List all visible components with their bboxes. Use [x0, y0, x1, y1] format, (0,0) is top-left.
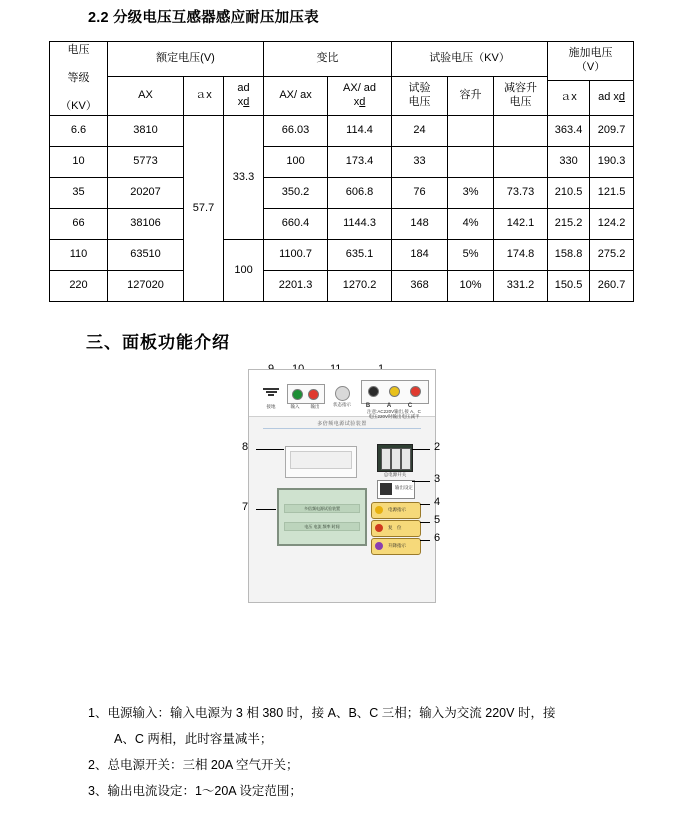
leader-8: [256, 449, 284, 450]
cell-ratio-adxd: 606.8: [328, 178, 392, 209]
reset-button[interactable]: [371, 520, 421, 537]
cell-ax: 127020: [108, 271, 184, 302]
phase-B-label: B: [365, 403, 371, 410]
reset-label: 复 位: [388, 525, 402, 531]
cell-level: 35: [50, 178, 108, 209]
device-panel-diagram: [0, 363, 678, 608]
breaker-switch-1[interactable]: [381, 448, 391, 470]
header-ratio: 变比: [264, 42, 392, 77]
cell-apply-ax: 215.2: [548, 209, 590, 240]
cell-ratio-adxd: 1270.2: [328, 271, 392, 302]
lcd-line-2: 电压 电流 频率 时间: [284, 522, 360, 531]
voltage-table: [49, 41, 634, 302]
phase-C-label: C: [407, 403, 413, 410]
header-rated-voltage: 额定电压(V): [108, 42, 264, 77]
warning-text: 注意:AC220V输出,接 A、C 电压220V时输出电压减半: [367, 409, 421, 420]
input-terminal-left[interactable]: [292, 389, 303, 400]
cell-ratio-ax: 100: [264, 147, 328, 178]
section-2-title: 2.2 分级电压互感器感应耐压加压表: [88, 10, 319, 26]
cell-rise: 4%: [448, 209, 494, 240]
reset-led: [375, 524, 383, 532]
subheader-AX-adxd: AX/ ad xd: [328, 77, 392, 116]
cell-apply-ax: 210.5: [548, 178, 590, 209]
leader-7: [256, 509, 276, 510]
subheader-test-voltage: 试验 电压: [392, 77, 448, 116]
cell-rise: 5%: [448, 240, 494, 271]
cell-test-v: 148: [392, 209, 448, 240]
cell-ax: 3810: [108, 116, 184, 147]
cell-reduce: 73.73: [494, 178, 548, 209]
phase-A-label: A: [386, 403, 392, 410]
cell-ax: 38106: [108, 209, 184, 240]
callout-5: 5: [434, 514, 441, 527]
ramp-led: [375, 542, 383, 550]
cell-apply-ax: 150.5: [548, 271, 590, 302]
meter-screen: [290, 451, 352, 469]
cell-ratio-ax: 350.2: [264, 178, 328, 209]
cell-reduce: 142.1: [494, 209, 548, 240]
callout-2: 2: [434, 441, 441, 454]
subheader-AX: AX: [108, 77, 184, 116]
subheader-ax: ａx: [184, 77, 224, 116]
table-row: [50, 209, 634, 240]
cell-level: 6.6: [50, 116, 108, 147]
callout-8: 8: [242, 441, 249, 454]
cell-reduce: [494, 116, 548, 147]
input-terminal-right[interactable]: [308, 389, 319, 400]
ground-terminal-icon: [263, 388, 279, 402]
output-label: 输出: [310, 404, 320, 410]
section-3-title: 三、面板功能介绍: [86, 333, 230, 353]
cell-rise: 3%: [448, 178, 494, 209]
ground-label: 接地: [266, 404, 276, 410]
header-voltage-level: 电压 等级 （KV）: [50, 42, 108, 116]
output-terminal-box[interactable]: [361, 380, 429, 404]
breaker-switch-3[interactable]: [401, 448, 411, 470]
cell-apply-adxd: 121.5: [590, 178, 634, 209]
terminal-C[interactable]: [410, 386, 421, 397]
note-3-text: 输出电流设定：1～20A 设定范围；: [107, 784, 302, 798]
header-applied-voltage: 施加电压 （V）: [548, 42, 634, 81]
cell-apply-ax: 363.4: [548, 116, 590, 147]
cell-level: 220: [50, 271, 108, 302]
cell-level: 10: [50, 147, 108, 178]
note-1-cont: A、C 两相，此时容量减半；: [114, 732, 273, 746]
cell-merged-ratio-top: 33.3: [224, 116, 264, 240]
table-row: [50, 116, 634, 147]
cell-ratio-ax: 1100.7: [264, 240, 328, 271]
cell-ratio-ax: 66.03: [264, 116, 328, 147]
cell-test-v: 33: [392, 147, 448, 178]
input-label: 输入: [290, 404, 300, 410]
cell-merged-ax: 57.7: [184, 116, 224, 302]
table-header-row-1: [50, 42, 634, 77]
panel-divider: [263, 428, 421, 429]
note-3-num: 3、: [88, 784, 108, 798]
note-2-num: 2、: [88, 758, 108, 772]
ramp-indicator-button[interactable]: [371, 538, 421, 555]
cell-ax: 63510: [108, 240, 184, 271]
note-item-3: [0, 778, 678, 804]
callout-3: 3: [434, 473, 441, 486]
ramp-indicator-label: 升降指示: [388, 543, 406, 549]
callout-4: 4: [434, 496, 441, 509]
subheader-adxd: ad xd: [224, 77, 264, 116]
subheader-rise: 容升: [448, 77, 494, 116]
table-header-row-2: [50, 77, 634, 81]
cell-test-v: 184: [392, 240, 448, 271]
voltage-table-wrapper: [49, 41, 629, 302]
table-row: [50, 240, 634, 271]
knob-label: 状态指示: [333, 402, 351, 408]
main-power-breaker[interactable]: [377, 444, 413, 472]
cell-ratio-adxd: 114.4: [328, 116, 392, 147]
cell-apply-adxd: 209.7: [590, 116, 634, 147]
cell-ratio-adxd: 1144.3: [328, 209, 392, 240]
cell-apply-ax: 158.8: [548, 240, 590, 271]
leader-6: [420, 540, 430, 541]
leader-2: [412, 449, 430, 450]
cell-apply-adxd: 190.3: [590, 147, 634, 178]
output-setting-box[interactable]: [377, 480, 415, 499]
power-indicator-button[interactable]: [371, 502, 421, 519]
note-1-text: 电源输入：输入电源为 3 相 380 时，接 A、B、C 三相；输入为交流 220V 时，接: [107, 706, 556, 720]
table-row: [50, 271, 634, 302]
note-2-text: 总电源开关：三相 20A 空气开关；: [107, 758, 299, 772]
output-setting-display: [380, 483, 392, 495]
cell-reduce: [494, 147, 548, 178]
lcd-line-1: 多倍频电源试验装置: [284, 504, 360, 513]
cell-test-v: 368: [392, 271, 448, 302]
leader-4: [420, 504, 430, 505]
power-indicator-label: 电源指示: [388, 507, 406, 513]
callout-7: 7: [242, 501, 249, 514]
subheader-apply-adxd: ad xd: [590, 81, 634, 116]
cell-reduce: 331.2: [494, 271, 548, 302]
note-item-2: [0, 752, 678, 778]
terminal-A[interactable]: [389, 386, 400, 397]
breaker-label: 总电源开关: [383, 472, 407, 478]
cell-rise: 10%: [448, 271, 494, 302]
cell-test-v: 76: [392, 178, 448, 209]
lcd-display[interactable]: [277, 488, 367, 546]
header-test-voltage: 试验电压（KV）: [392, 42, 548, 77]
notes-list: [0, 700, 678, 804]
cell-rise: [448, 147, 494, 178]
cell-ratio-adxd: 635.1: [328, 240, 392, 271]
cell-ratio-adxd: 173.4: [328, 147, 392, 178]
cell-rise: [448, 116, 494, 147]
cell-reduce: 174.8: [494, 240, 548, 271]
cell-ratio-ax: 660.4: [264, 209, 328, 240]
note-1-num: 1、: [88, 706, 108, 720]
note-item-1: [0, 700, 678, 726]
breaker-switch-2[interactable]: [391, 448, 401, 470]
panel-brand-text: 多倍频电源试验装置: [317, 421, 367, 428]
cell-level: 66: [50, 209, 108, 240]
note-item-1-cont: [0, 726, 678, 752]
output-setting-label: 输出设定: [395, 485, 413, 491]
cell-ax: 5773: [108, 147, 184, 178]
leader-3: [412, 481, 430, 482]
subheader-apply-ax: ａx: [548, 81, 590, 116]
subheader-AX-ax: AX/ ax: [264, 77, 328, 116]
table-row: [50, 178, 634, 209]
device-front-panel: [248, 369, 436, 603]
cell-apply-adxd: 260.7: [590, 271, 634, 302]
cell-apply-adxd: 275.2: [590, 240, 634, 271]
input-terminal-box[interactable]: [287, 384, 325, 404]
table-row: [50, 147, 634, 178]
leader-5: [420, 522, 430, 523]
power-indicator-led: [375, 506, 383, 514]
cell-apply-ax: 330: [548, 147, 590, 178]
cell-ax: 20207: [108, 178, 184, 209]
analog-meter: [285, 446, 357, 478]
cell-test-v: 24: [392, 116, 448, 147]
callout-6: 6: [434, 532, 441, 545]
cell-merged-ratio-bottom: 100: [224, 240, 264, 302]
terminal-B[interactable]: [368, 386, 379, 397]
cell-ratio-ax: 2201.3: [264, 271, 328, 302]
cell-level: 110: [50, 240, 108, 271]
cell-apply-adxd: 124.2: [590, 209, 634, 240]
subheader-reduce: 减容升 电压: [494, 77, 548, 116]
